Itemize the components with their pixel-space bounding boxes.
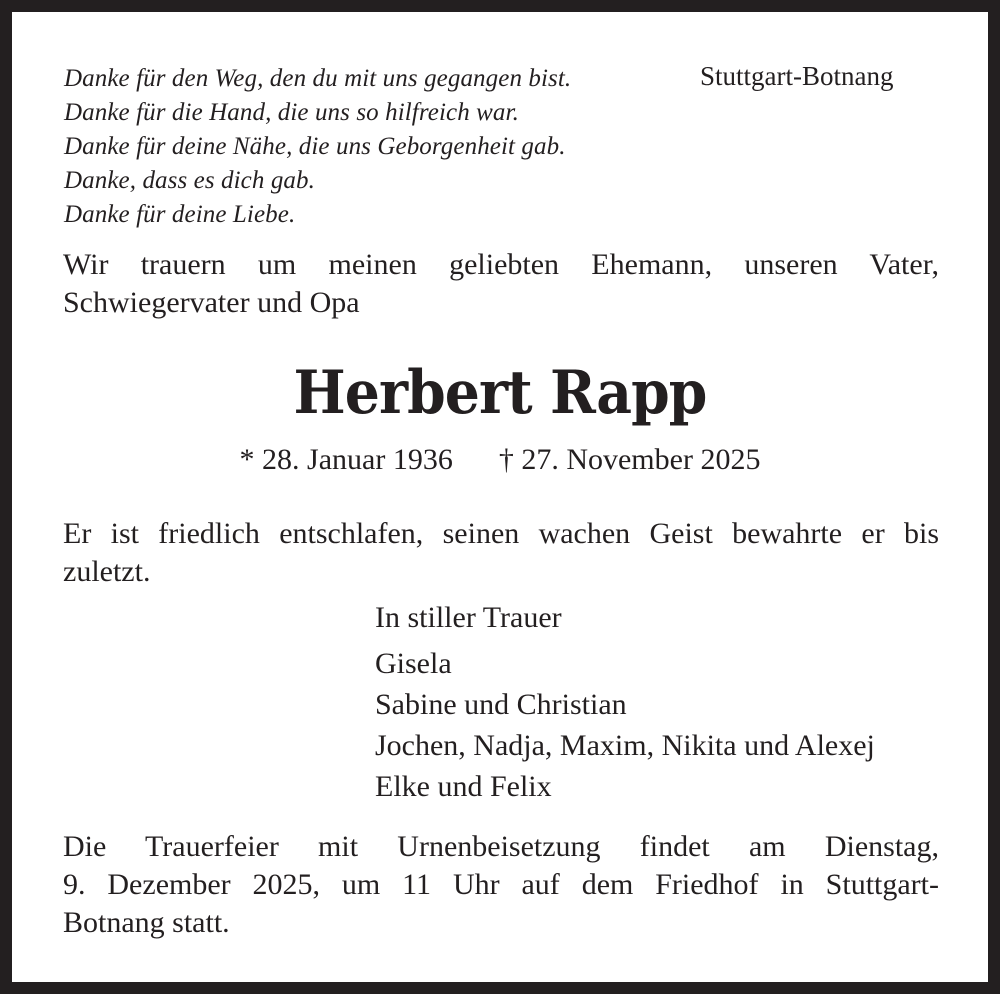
mourner-entry: Elke und Felix: [375, 770, 552, 803]
funeral-line: Botnang statt.: [63, 906, 230, 939]
poem-line: Danke für die Hand, die uns so hilfreich war.: [64, 99, 519, 126]
poem-line: Danke für deine Liebe.: [64, 201, 296, 228]
poem-line: Danke für deine Nähe, die uns Geborgenheit gab.: [64, 133, 566, 160]
funeral-paragraph: [63, 828, 939, 942]
obituary-notice: [12, 12, 988, 982]
mourners-block: [375, 597, 875, 807]
poem-line: Danke, dass es dich gab.: [64, 167, 315, 194]
intro-paragraph: [63, 246, 939, 322]
statement-paragraph: [63, 515, 939, 591]
intro-line: Schwiegervater und Opa: [63, 286, 360, 319]
deceased-name: Herbert Rapp: [293, 358, 707, 428]
statement-line: zuletzt.: [63, 555, 151, 588]
memorial-poem: [64, 62, 571, 232]
mourner-entry: Gisela: [375, 647, 452, 680]
funeral-line: 9. Dezember 2025, um 11 Uhr auf dem Friedhof in Stuttgart-: [63, 868, 939, 901]
location-label: Stuttgart-Botnang: [700, 61, 894, 91]
birth-date: * 28. Januar 1936: [239, 443, 453, 476]
mourner-entry: Sabine und Christian: [375, 688, 627, 721]
statement-line: Er ist friedlich entschlafen, seinen wachen Geist bewahrte er bis: [63, 517, 939, 550]
mourners-list: [375, 643, 875, 807]
death-date: † 27. November 2025: [498, 443, 761, 476]
mourner-entry: Jochen, Nadja, Maxim, Nikita und Alexej: [375, 729, 875, 762]
life-dates: [12, 440, 988, 480]
mourners-heading: In stiller Trauer: [375, 601, 562, 634]
poem-line: Danke für den Weg, den du mit uns gegangen bist.: [64, 65, 572, 92]
funeral-line: Die Trauerfeier mit Urnenbeisetzung findet am Dienstag,: [63, 830, 939, 863]
intro-line: Wir trauern um meinen geliebten Ehemann, unseren Vater,: [63, 248, 939, 281]
